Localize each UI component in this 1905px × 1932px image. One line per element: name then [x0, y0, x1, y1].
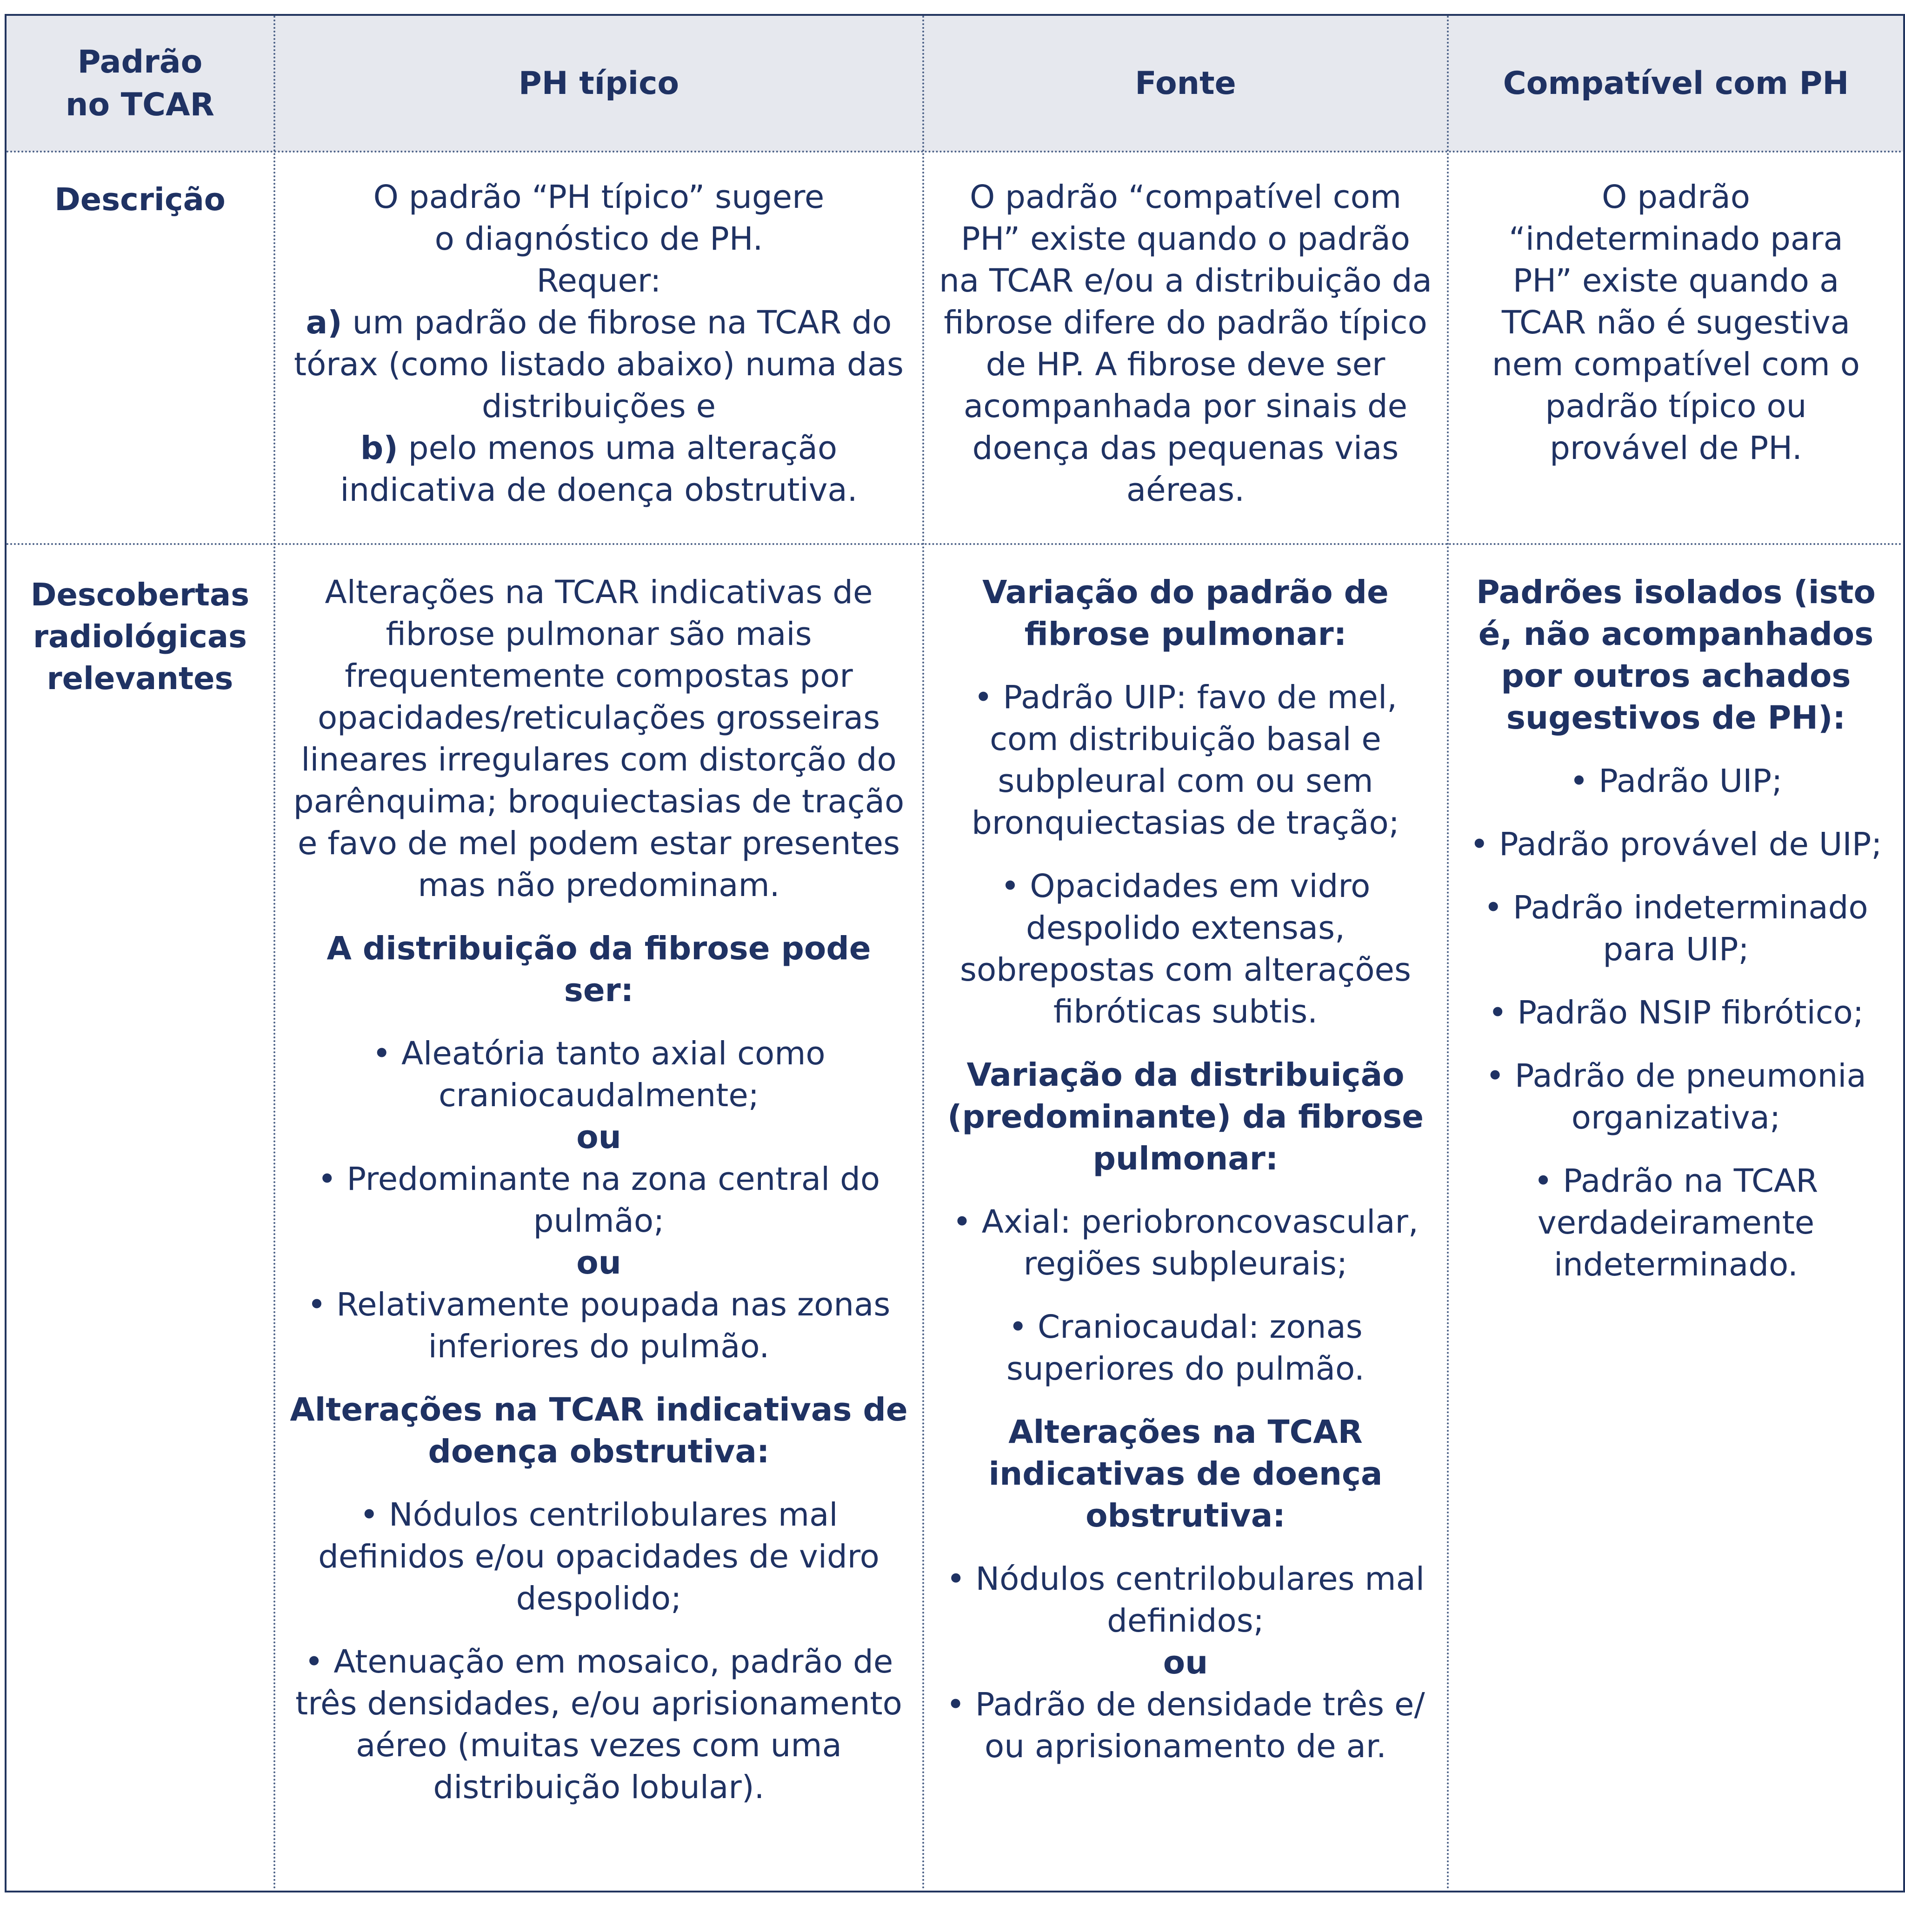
findings-heading: Variação da distribuição (predominante) da fibrose pulmonar:: [947, 1056, 1424, 1177]
row-label-findings-text: Descobertas radiológicas relevantes: [30, 577, 250, 697]
findings-or: ou: [576, 1119, 621, 1156]
findings-list-item: • Predominante na zona central do pulmão;: [317, 1161, 880, 1240]
findings-compatible-hp: [1449, 571, 1903, 1286]
findings-typical-hp: [275, 571, 922, 1808]
description-compatible-hp: [1449, 176, 1903, 469]
item-marker-b: b): [360, 430, 398, 467]
header-source: [924, 16, 1447, 152]
findings-list-item: • Padrão provável de UIP;: [1470, 826, 1882, 863]
findings-list-item: • Aleatória tanto axial como craniocaudalmente;: [372, 1035, 826, 1114]
findings-list-item: • Padrão indeterminado para UIP;: [1484, 889, 1868, 968]
findings-list-item: • Atenuação em mosaico, padrão de três densidades, e/ou aprisionamento aéreo (muitas vezes com uma distribuição lobular).: [295, 1643, 902, 1806]
header-typical-hp-label: PH típico: [518, 65, 679, 102]
row-label-description: [7, 179, 273, 220]
findings-heading: Alterações na TCAR indicativas de doença obstrutiva:: [988, 1414, 1383, 1534]
header-compatible-hp: [1449, 16, 1903, 152]
findings-list-item: • Padrão na TCAR verdadeiramente indeterminado.: [1533, 1162, 1818, 1283]
header-compatible-hp-label: Compatível com PH: [1503, 65, 1849, 102]
row-divider: [7, 543, 1903, 545]
description-item-b: [294, 427, 904, 511]
row-label-description-text: Descrição: [54, 181, 226, 218]
description-line: o diagnóstico de PH.: [434, 220, 763, 258]
item-text-b: pelo menos uma alteração indicativa de doença obstrutiva.: [340, 430, 858, 509]
comparison-table: [5, 14, 1905, 1892]
header-source-label: Fonte: [1135, 65, 1236, 102]
findings-list-item: • Axial: periobroncovascular, regiões subpleurais;: [952, 1203, 1419, 1282]
findings-heading: A distribuição da fibrose pode ser:: [326, 930, 871, 1009]
description-typical-hp: [275, 176, 922, 511]
description-source: [924, 176, 1447, 511]
findings-list-item: • Padrão NSIP fibrótico;: [1488, 994, 1864, 1031]
description-text: O padrão “compatível com PH” existe quando o padrão na TCAR e/ou a distribuição da fibrose difere do padrão típico de HP. A fibrose deve ser acompanhada por sinais de doença das pequenas vias aéreas.: [939, 179, 1432, 509]
findings-list-item: • Nódulos centrilobulares mal definidos e/ou opacidades de vidro despolido;: [318, 1496, 879, 1617]
findings-source: [924, 571, 1447, 1767]
findings-heading: Variação do padrão de fibrose pulmonar:: [982, 574, 1389, 653]
description-line: O padrão “PH típico” sugere: [373, 179, 825, 216]
header-pattern-label: Padrão no TCAR: [65, 44, 215, 123]
header-pattern: [7, 16, 273, 152]
findings-heading: Padrões isolados (isto é, não acompanhados por outros achados sugestivos de PH):: [1476, 574, 1876, 737]
findings-list-item: • Padrão UIP;: [1569, 763, 1783, 800]
findings-intro: Alterações na TCAR indicativas de fibrose pulmonar são mais frequentemente compostas por opacidades/reticulações grosseiras lineares irregulares com distorção do parênquima; broquiectasias de tração e favo de mel podem estar presentes mas não predominam.: [293, 574, 905, 904]
findings-list-item: • Padrão de densidade três e/ ou aprisionamento de ar.: [946, 1686, 1425, 1765]
findings-heading: Alterações na TCAR indicativas de doença obstrutiva:: [290, 1391, 908, 1470]
description-text: O padrão “indeterminado para PH” existe quando a TCAR não é sugestiva nem compatível com o padrão típico ou provável de PH.: [1492, 179, 1860, 467]
row-label-findings: [7, 574, 273, 699]
description-line: Requer:: [536, 262, 661, 299]
findings-or: ou: [576, 1244, 621, 1281]
item-text-a: um padrão de fibrose na TCAR do tórax (como listado abaixo) numa das distribuições e: [294, 304, 904, 425]
item-marker-a: a): [306, 304, 342, 341]
findings-list-item: • Craniocaudal: zonas superiores do pulmão.: [1006, 1308, 1365, 1388]
findings-list-item: • Padrão de pneumonia organizativa;: [1485, 1057, 1866, 1136]
findings-list-item: • Padrão UIP: favo de mel, com distribuição basal e subpleural com ou sem bronquiectasias de tração;: [972, 679, 1399, 842]
findings-list-item: • Relativamente poupada nas zonas inferiores do pulmão.: [307, 1286, 891, 1365]
description-item-a: [294, 302, 904, 427]
findings-list-item: • Opacidades em vidro despolido extensas, sobrepostas com alterações fibróticas subtis.: [960, 868, 1411, 1030]
findings-or: ou: [1163, 1644, 1208, 1681]
findings-list-item: • Nódulos centrilobulares mal definidos;: [946, 1560, 1425, 1640]
header-typical-hp: [275, 16, 922, 152]
